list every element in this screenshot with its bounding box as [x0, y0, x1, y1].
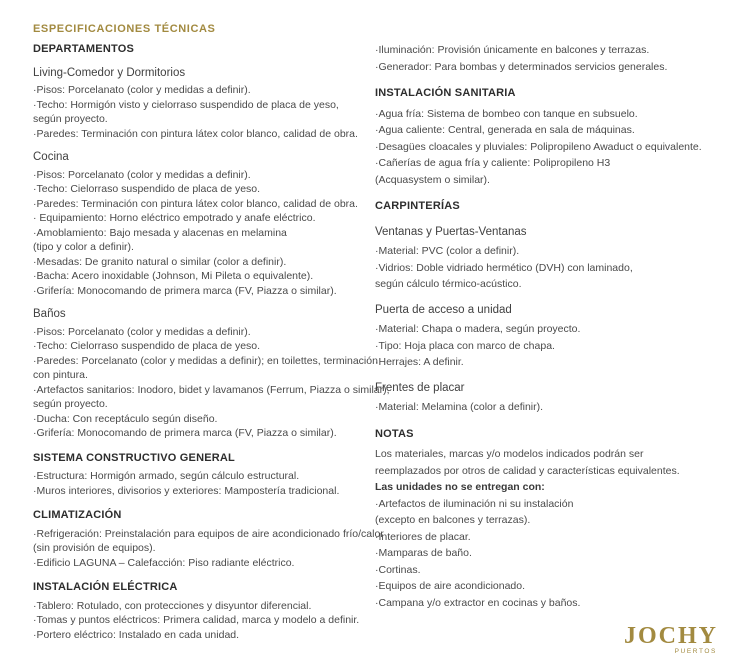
spec-line: (Acquasystem o similar). [375, 173, 490, 186]
spec-line: ·Grifería: Monocomando de primera marca (FV, Piazza o similar). [33, 427, 337, 439]
section-heading: SISTEMA CONSTRUCTIVO GENERAL [33, 451, 235, 464]
spec-line: ·Amoblamiento: Bajo mesada y alacenas en melamina [33, 226, 287, 239]
section-heading: CARPINTERÍAS [375, 200, 460, 212]
spec-line: según proyecto. [33, 113, 108, 125]
spec-line: ·Material: Chapa o madera, según proyecto. [375, 323, 581, 335]
brand-logo [375, 625, 720, 656]
spec-line: (sin provisión de equipos). [33, 542, 156, 554]
column-right [375, 42, 720, 656]
spec-line: ·Mamparas de baño. [375, 547, 472, 559]
spec-line: ·Material: PVC (color a definir). [375, 245, 520, 257]
spec-line: ·Artefactos sanitarios: Inodoro, bidet y lavamanos (Ferrum, Piazza o similar), [33, 383, 390, 396]
sub-heading: Puerta de acceso a unidad [375, 303, 512, 316]
spec-line: ·Techo: Cielorraso suspendido de placa de yeso. [33, 183, 261, 195]
spec-line: ·Muros interiores, divisorios y exteriores: Mampostería tradicional. [33, 484, 340, 497]
spec-line: ·Refrigeración: Preinstalación para equipos de aire acondicionado frío/calor [33, 527, 384, 540]
spec-line: ·Campana y/o extractor en cocinas y baños. [375, 596, 581, 609]
spec-line: ·Pisos: Porcelanato (color y medidas a definir). [33, 168, 251, 181]
section-heading: INSTALACIÓN SANITARIA [375, 87, 516, 99]
spec-line: ·Herrajes: A definir. [375, 356, 464, 368]
spec-line: ·Techo: Cielorraso suspendido de placa de yeso. [33, 340, 261, 352]
spec-line: ·Tipo: Hoja placa con marco de chapa. [375, 339, 555, 352]
spec-line: ·Paredes: Porcelanato (color y medidas a definir); en toilettes, terminación [33, 354, 378, 367]
spec-line: ·Artefactos de iluminación ni su instalación [375, 497, 574, 510]
spec-line: ·Interiores de placar. [375, 530, 471, 543]
spec-line: ·Bacha: Acero inoxidable (Johnson, Mi Pileta o equivalente). [33, 270, 314, 282]
spec-line: ·Mesadas: De granito natural o similar (color a definir). [33, 255, 287, 268]
spec-line: ·Pisos: Porcelanato (color y medidas a definir). [33, 84, 251, 96]
spec-line: (tipo y color a definir). [33, 241, 134, 253]
sub-heading: Frentes de placar [375, 381, 465, 394]
column-left [33, 42, 390, 642]
spec-line: ·Estructura: Hormigón armado, según cálculo estructural. [33, 470, 300, 482]
spec-line: ·Edificio LAGUNA – Calefacción: Piso radiante eléctrico. [33, 556, 295, 569]
spec-line: ·Tablero: Rotulado, con protecciones y disyuntor diferencial. [33, 599, 312, 612]
spec-line: ·Material: Melamina (color a definir). [375, 401, 544, 413]
spec-line: según cálculo térmico-acústico. [375, 278, 522, 290]
spec-line: reemplazados por otros de calidad y características equivalentes. [375, 464, 680, 477]
section-heading: INSTALACIÓN ELÉCTRICA [33, 581, 178, 593]
spec-line: ·Equipos de aire acondicionado. [375, 580, 526, 592]
page-title: ESPECIFICACIONES TÉCNICAS [33, 23, 216, 35]
section-heading: CLIMATIZACIÓN [33, 509, 122, 521]
sub-heading: Living-Comedor y Dormitorios [33, 66, 186, 79]
spec-line: ·Cañerías de agua fría y caliente: Polipropileno H3 [375, 157, 611, 169]
spec-line: ·Techo: Hormigón visto y cielorraso suspendido de placa de yeso, [33, 98, 339, 111]
spec-line: según proyecto. [33, 398, 108, 410]
brand-logo-tagline: PUERTOS [674, 648, 717, 655]
spec-line: ·Pisos: Porcelanato (color y medidas a definir). [33, 325, 251, 338]
section-heading: NOTAS [375, 427, 414, 440]
spec-line: ·Paredes: Terminación con pintura látex color blanco, calidad de obra. [33, 197, 358, 210]
spec-line: ·Desagües cloacales y pluviales: Polipropileno Awaduct o equivalente. [375, 140, 702, 153]
spec-line: (excepto en balcones y terrazas). [375, 514, 531, 526]
spec-line: Los materiales, marcas y/o modelos indicados podrán ser [375, 448, 644, 460]
spec-columns [33, 42, 720, 656]
spec-line: ·Portero eléctrico: Instalado en cada unidad. [33, 628, 240, 641]
spec-line: ·Vidrios: Doble vidriado hermético (DVH) con laminado, [375, 261, 633, 274]
spec-line: ·Paredes: Terminación con pintura látex color blanco, calidad de obra. [33, 127, 358, 140]
sub-heading: Cocina [33, 151, 69, 163]
spec-line: ·Agua caliente: Central, generada en sala de máquinas. [375, 124, 635, 136]
spec-line: ·Generador: Para bombas y determinados servicios generales. [375, 60, 668, 73]
spec-line: ·Ducha: Con receptáculo según diseño. [33, 412, 218, 425]
spec-line: con pintura. [33, 369, 88, 381]
sub-heading: Ventanas y Puertas-Ventanas [375, 225, 527, 238]
spec-line: ·Grifería: Monocomando de primera marca (FV, Piazza o similar). [33, 284, 337, 297]
spec-line: ·Cortinas. [375, 563, 421, 576]
spec-line: ·Tomas y puntos eléctricos: Primera calidad, marca y modelo a definir. [33, 614, 360, 626]
section-heading: DEPARTAMENTOS [33, 43, 134, 55]
spec-line: · Equipamiento: Horno eléctrico empotrado y anafe eléctrico. [33, 212, 316, 224]
brand-logo-name: JOCHY [624, 623, 718, 649]
sub-heading: Baños [33, 308, 66, 320]
note-emphasis-line: Las unidades no se entregan con: [375, 481, 545, 493]
spec-line: ·Agua fría: Sistema de bombeo con tanque en subsuelo. [375, 107, 638, 120]
spec-line: ·Iluminación: Provisión únicamente en balcones y terrazas. [375, 44, 650, 56]
